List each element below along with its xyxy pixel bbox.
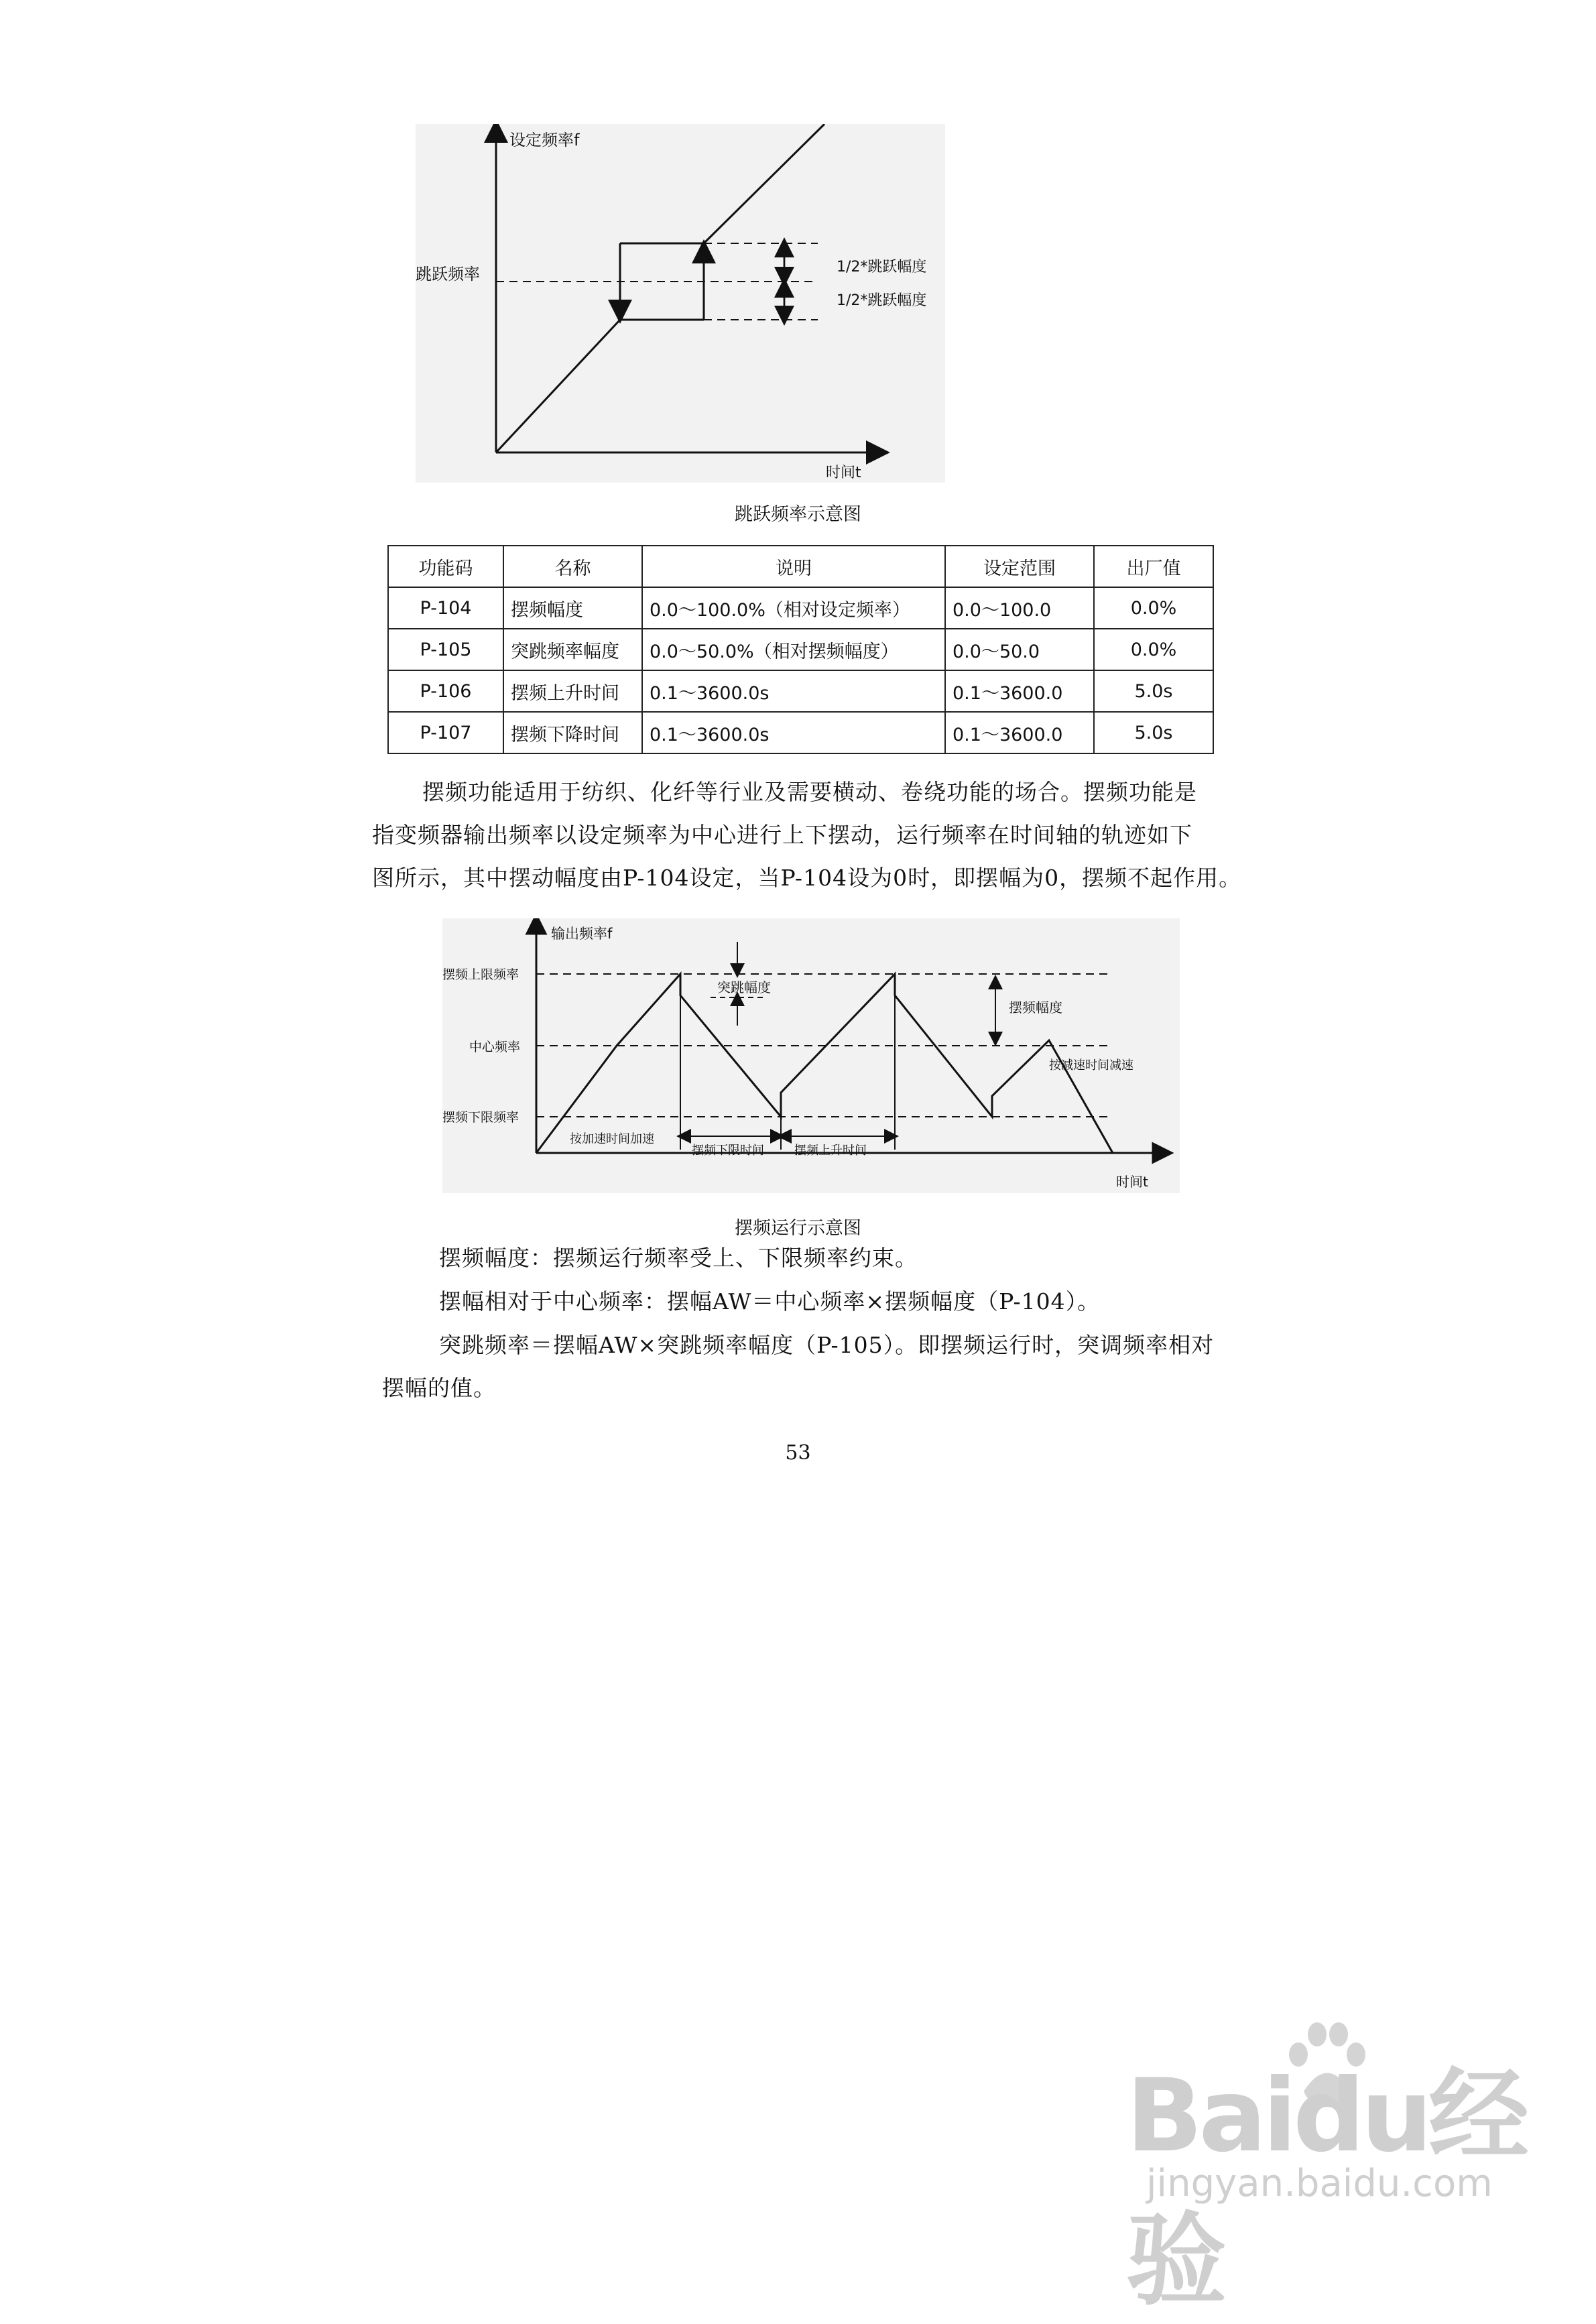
table-row [388, 670, 1213, 712]
cell-description: 0.0～100.0%（相对设定频率） [642, 587, 945, 629]
note-line: 突跳频率＝摆幅AW×突跳频率幅度（P-105）。即摆频运行时，突调频率相对 [439, 1332, 1215, 1358]
cell-default: 5.0s [1094, 712, 1213, 753]
header-range: 设定范围 [945, 546, 1094, 587]
cell-code: P-105 [388, 629, 503, 670]
rise-time-label: 摆频上升时间 [794, 1144, 867, 1158]
paragraph-line: 指变频器输出频率以设定频率为中心进行上下摆动，运行频率在时间轴的轨迹如下 [372, 822, 1192, 848]
header-description: 说明 [642, 546, 945, 587]
header-name: 名称 [503, 546, 642, 587]
cell-name: 摆频幅度 [503, 587, 642, 629]
y-axis-label: 输出频率f [551, 926, 613, 942]
figure1-caption: 跳跃频率示意图 [735, 504, 861, 525]
cell-description: 0.0～50.0%（相对摆频幅度） [642, 629, 945, 670]
cell-name: 摆频上升时间 [503, 670, 642, 712]
half-jump-upper-label: 1/2*跳跃幅度 [837, 259, 927, 276]
cell-name: 突跳频率幅度 [503, 629, 642, 670]
baidu-watermark [1126, 2034, 1542, 2319]
watermark-url: jingyan.baidu.com [1146, 2162, 1493, 2205]
y-axis-label: 设定频率f [509, 131, 580, 149]
header-default: 出厂值 [1094, 546, 1213, 587]
cell-code: P-104 [388, 587, 503, 629]
note-line: 摆幅的值。 [382, 1375, 496, 1401]
note-line: 摆频幅度：摆频运行频率受上、下限频率约束。 [439, 1245, 918, 1271]
upper-frequency-label: 摆频上限频率 [442, 967, 519, 982]
paragraph-line: 摆频功能适用于纺织、化纤等行业及需要横动、卷绕功能的场合。摆频功能是 [422, 779, 1197, 805]
cell-range: 0.0～100.0 [945, 587, 1094, 629]
cell-code: P-106 [388, 670, 503, 712]
cell-code: P-107 [388, 712, 503, 753]
x-axis-label: 时间t [826, 465, 861, 481]
figure2-caption: 摆频运行示意图 [735, 1218, 861, 1239]
swing-frequency-figure [442, 918, 1180, 1196]
accel-label: 按加速时间加速 [570, 1132, 654, 1146]
cell-description: 0.1～3600.0s [642, 670, 945, 712]
cell-range: 0.1～3600.0 [945, 712, 1094, 753]
cell-default: 0.0% [1094, 587, 1213, 629]
jump-amplitude-label: 突跳幅度 [717, 979, 771, 995]
half-jump-lower-label: 1/2*跳跃幅度 [837, 292, 927, 309]
table-row [388, 712, 1213, 753]
lower-frequency-label: 摆频下限频率 [442, 1110, 519, 1125]
decel-label: 按减速时间减速 [1049, 1058, 1133, 1073]
page-number: 53 [785, 1441, 811, 1465]
table-row [388, 629, 1213, 670]
cell-name: 摆频下降时间 [503, 712, 642, 753]
parameter-table [387, 545, 1214, 754]
swing-amplitude-label: 摆频幅度 [1009, 999, 1062, 1016]
header-code: 功能码 [388, 546, 503, 587]
table-header-row [388, 546, 1213, 587]
cell-default: 5.0s [1094, 670, 1213, 712]
jump-frequency-label: 跳跃频率 [416, 265, 480, 284]
cell-range: 0.0～50.0 [945, 629, 1094, 670]
fall-time-label: 摆频下限时间 [692, 1144, 764, 1158]
watermark-logo: Baidu经验 [1126, 2058, 1526, 2319]
paragraph-line: 图所示，其中摆动幅度由P-104设定，当P-104设为0时，即摆幅为0，摆频不起作用。 [372, 865, 1242, 891]
note-line: 摆幅相对于中心频率：摆幅AW＝中心频率×摆频幅度（P-104）。 [439, 1288, 1101, 1314]
cell-description: 0.1～3600.0s [642, 712, 945, 753]
x-axis-label: 时间t [1116, 1174, 1148, 1190]
center-frequency-label: 中心频率 [469, 1040, 521, 1054]
jump-frequency-figure [416, 124, 945, 485]
cell-default: 0.0% [1094, 629, 1213, 670]
table-row [388, 587, 1213, 629]
cell-range: 0.1～3600.0 [945, 670, 1094, 712]
